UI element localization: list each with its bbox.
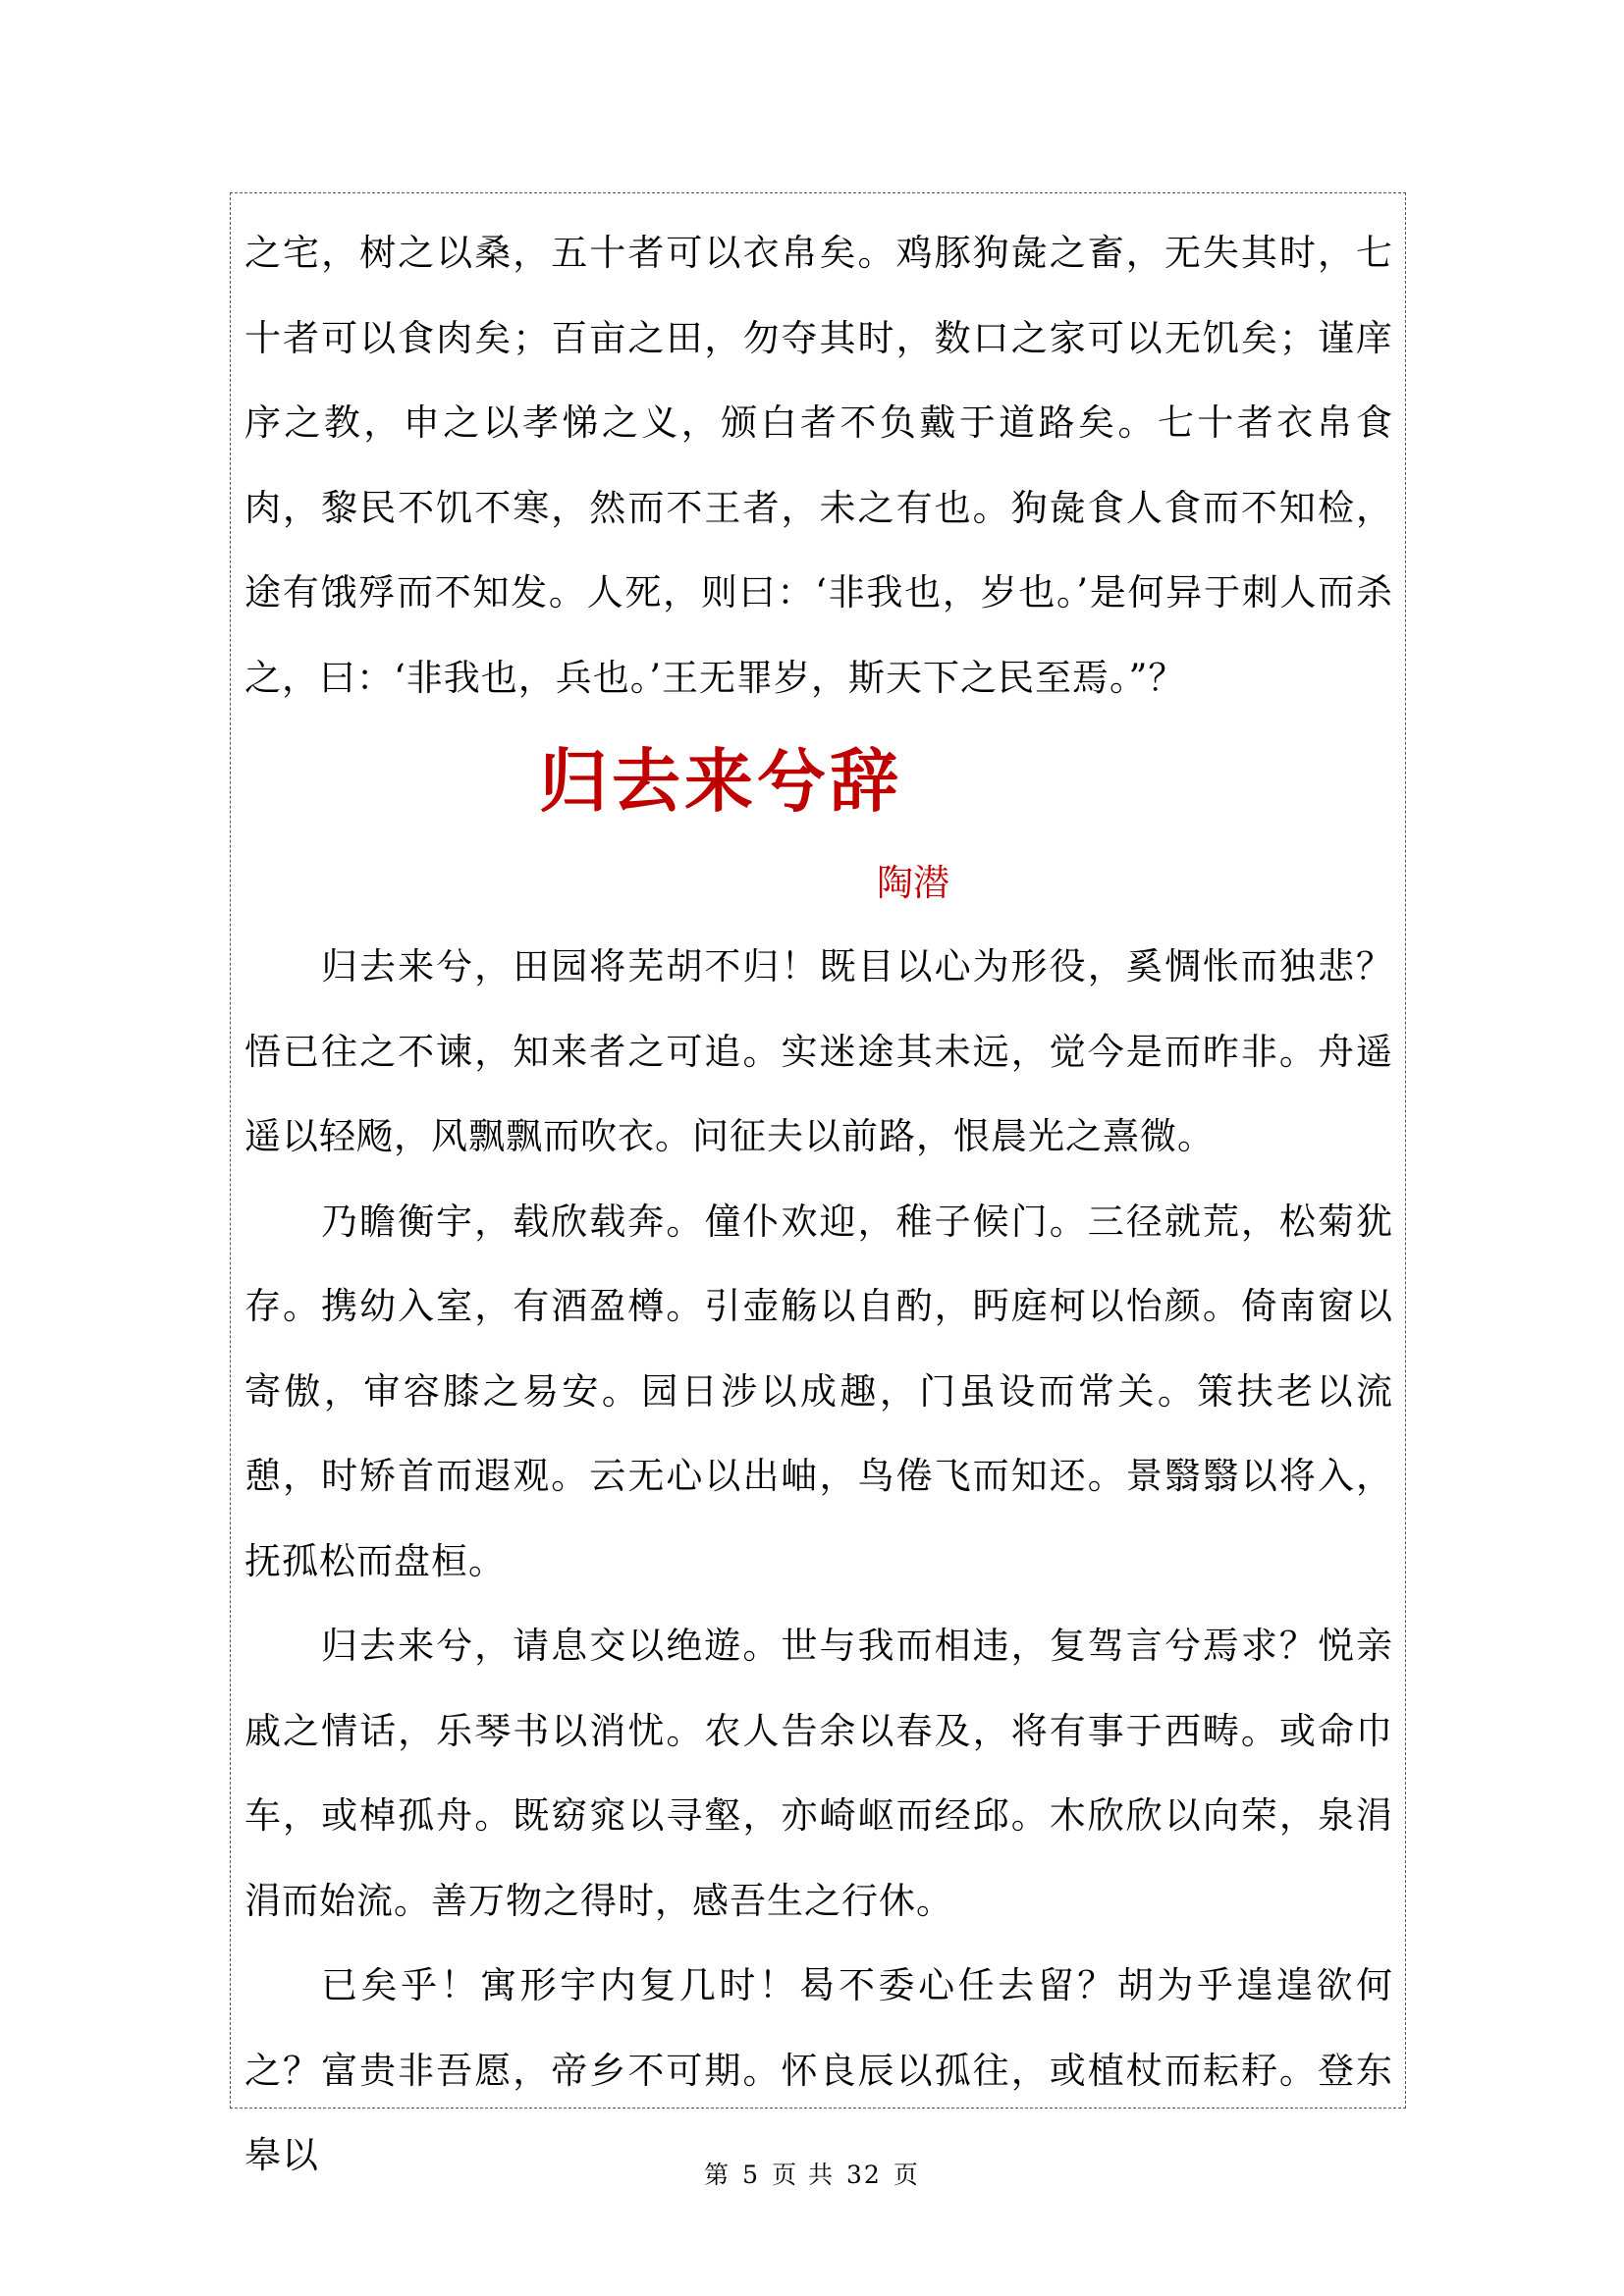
footer-middle: 页 共: [772, 2161, 836, 2189]
continuation-paragraph: 之宅，树之以桑，五十者可以衣帛矣。鸡豚狗彘之畜，无失其时，七十者可以食肉矣；百亩之田，勿夺其时，数口之家可以无饥矣；谨庠序之教，申之以孝悌之义，颁白者不负戴于道路矣。七十者衣帛食肉，黎民不饥不寒，然而不王者，未之有也。狗彘食人食而不知检，途有饿殍而不知发。人死，则曰：‘非我也，岁也。’是何异于刺人而杀之，曰：‘非我也，兵也。’王无罪岁，斯天下之民至焉。”？: [244, 232, 1393, 699]
poem-author: 陶潜: [877, 862, 949, 904]
poem-paragraph-1: 归去来兮，田园将芜胡不归！既目以心为形役，奚惆怅而独悲？悟已往之不谏，知来者之可追。实迷途其未远，觉今是而昨非。舟遥遥以轻飏，风飘飘而吹衣。问征夫以前路，恨晨光之熹微。: [244, 945, 1393, 1157]
poem-paragraph-4: 已矣乎！寓形宇内复几时！曷不委心任去留？胡为乎遑遑欲何之？富贵非吾愿，帝乡不可期。怀良辰以孤往，或植杖而耘耔。登东皋以: [244, 1964, 1393, 2176]
poem-paragraph-3: 归去来兮，请息交以绝遊。世与我而相违，复驾言兮焉求？悦亲戚之情话，乐琴书以消忧。农人告余以春及，将有事于西畴。或命巾车，或棹孤舟。既窈窕以寻壑，亦崎岖而经邱。木欣欣以向荣，泉涓涓而始流。善万物之得时，感吾生之行休。: [244, 1625, 1393, 1922]
footer-suffix: 页: [893, 2161, 920, 2189]
document-body: [244, 211, 1393, 2199]
poem-title: 归去来兮辞: [539, 740, 902, 822]
footer-prefix: 第: [704, 2161, 731, 2189]
poem-paragraph-2: 乃瞻衡宇，载欣载奔。僮仆欢迎，稚子候门。三径就荒，松菊犹存。携幼入室，有酒盈樽。引壶觞以自酌，眄庭柯以怡颜。倚南窗以寄傲，审容膝之易安。园日涉以成趣，门虽设而常关。策扶老以流憩，时矫首而遐观。云无心以出岫，鸟倦飞而知还。景翳翳以将入，抚孤松而盘桓。: [244, 1200, 1393, 1582]
page-footer: [0, 2156, 1624, 2191]
footer-total-pages: 32: [846, 2161, 882, 2189]
footer-page-number: 5: [742, 2161, 761, 2189]
